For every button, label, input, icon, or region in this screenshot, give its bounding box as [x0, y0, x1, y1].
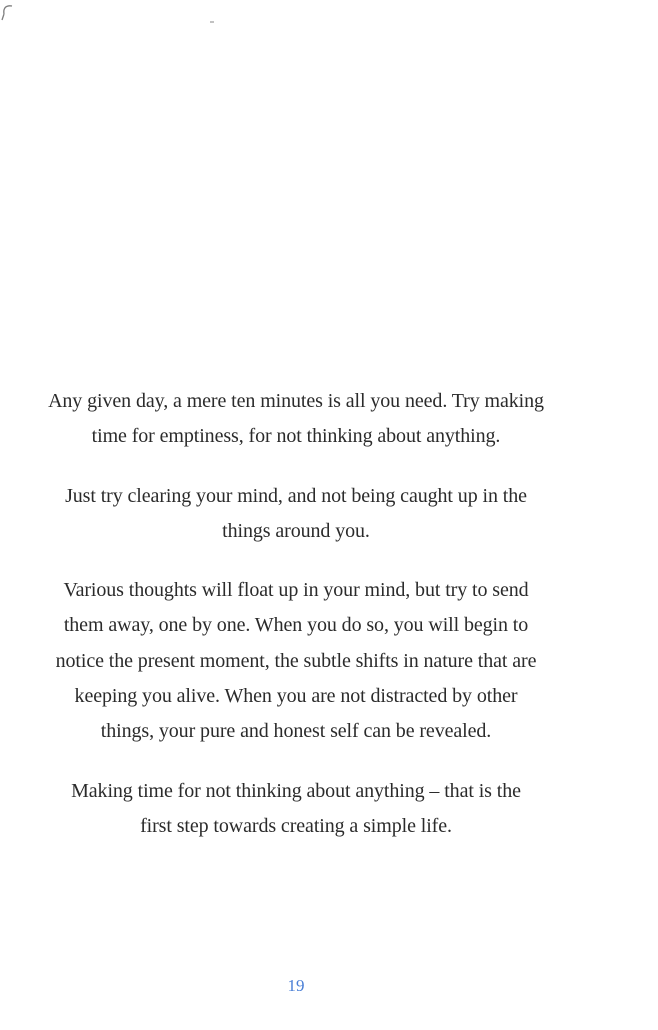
- corner-scan-mark: [0, 2, 14, 22]
- page-number: 19: [287, 976, 305, 995]
- paragraph-line: things around you.: [222, 519, 370, 542]
- paragraph-2: [28, 479, 564, 550]
- paragraph-line: Making time for not thinking about anything – that is the: [71, 779, 521, 802]
- scan-speck: [210, 21, 214, 23]
- paragraph-line: notice the present moment, the subtle shifts in nature that are: [55, 649, 537, 672]
- paragraph-line: first step towards creating a simple life.: [140, 814, 452, 837]
- paragraph-3: [28, 573, 564, 749]
- paragraph-line: keeping you alive. When you are not distracted by other: [74, 685, 518, 708]
- paragraph-line: Just try clearing your mind, and not being caught up in the: [65, 484, 527, 507]
- paragraph-1: [28, 384, 564, 455]
- paragraph-4: [28, 774, 564, 845]
- paragraph-line: Various thoughts will float up in your mind, but try to send: [63, 579, 529, 602]
- body-text: [28, 384, 564, 868]
- paragraph-line: things, your pure and honest self can be revealed.: [100, 720, 492, 743]
- paragraph-line: them away, one by one. When you do so, you will begin to: [63, 614, 529, 637]
- paragraph-line: time for emptiness, for not thinking about anything.: [91, 425, 501, 448]
- paragraph-line: Any given day, a mere ten minutes is all you need. Try making: [48, 390, 544, 412]
